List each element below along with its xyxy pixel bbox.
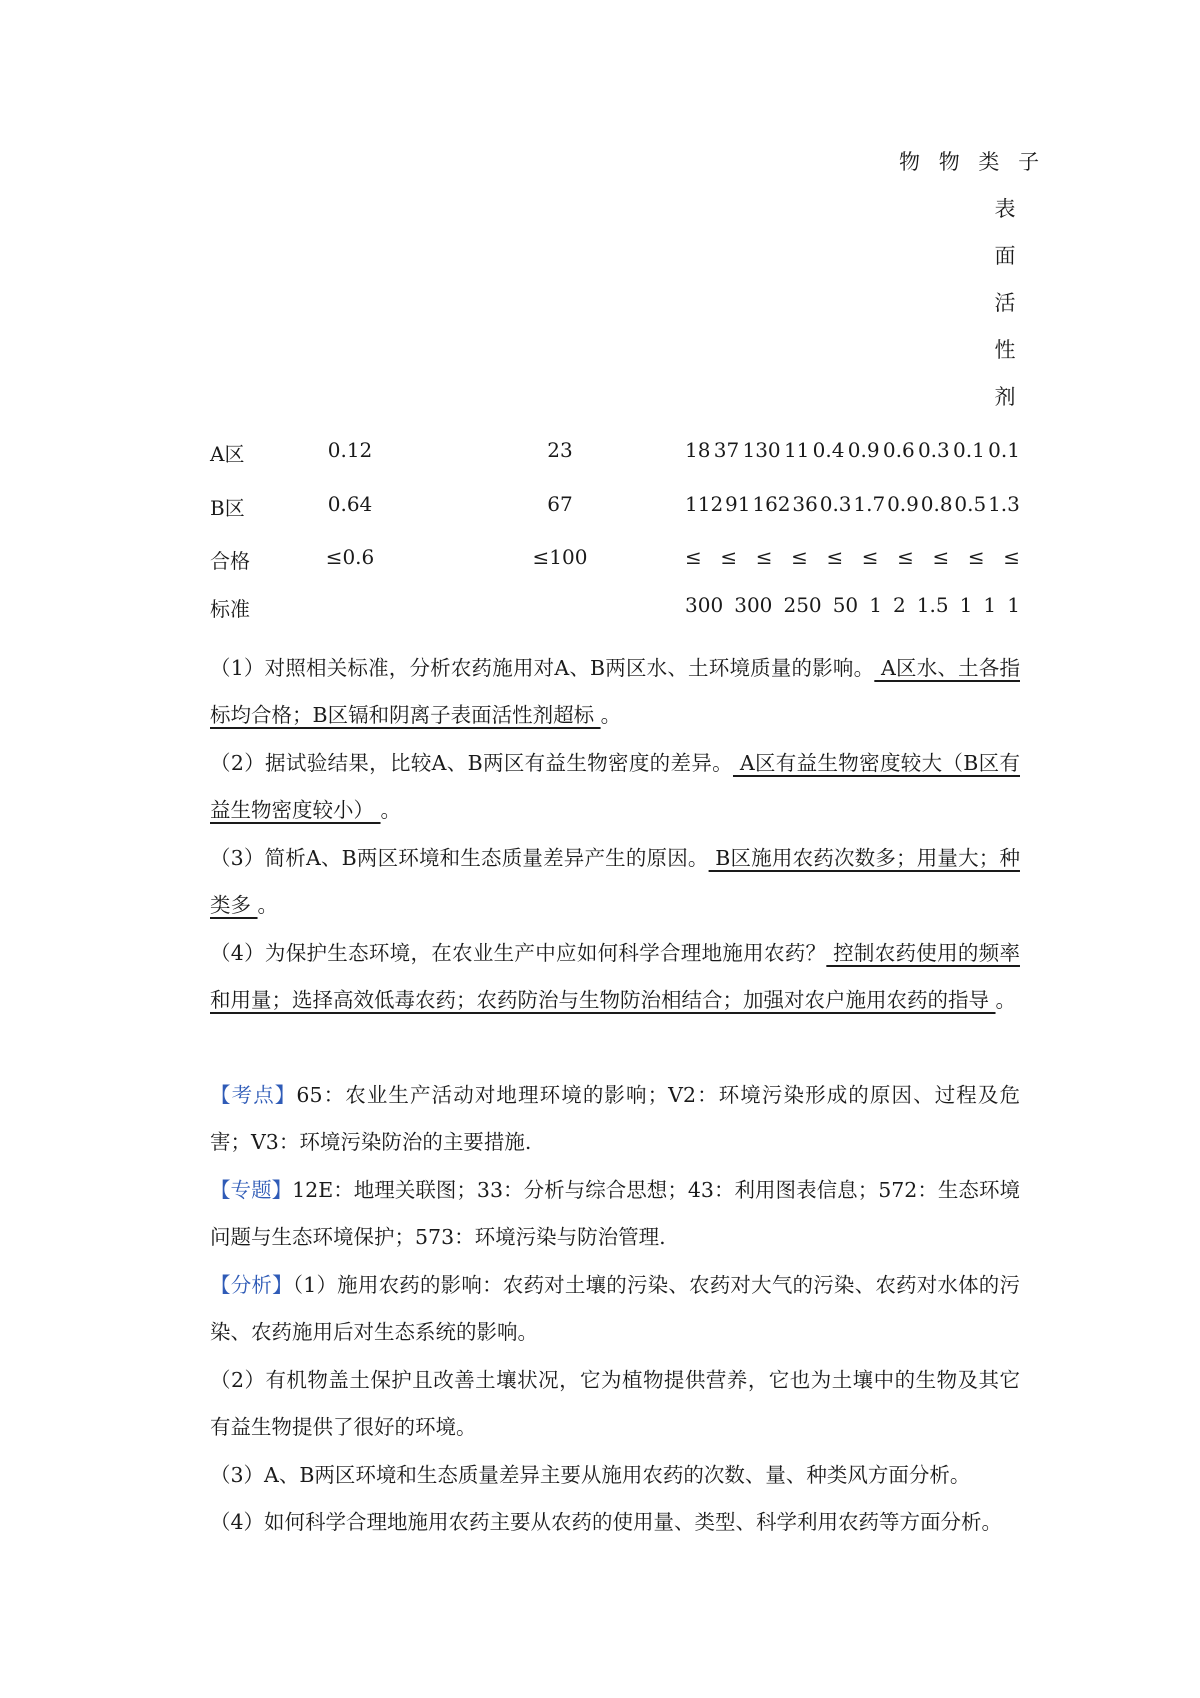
table-cell: 1 <box>1007 593 1020 617</box>
table-cell: ≤ <box>755 545 773 569</box>
table-cell: 1.5 <box>916 593 949 617</box>
vertical-header-char: 剂 <box>994 385 1016 409</box>
question-text: （3）简析A、B两区环境和生态质量差异产生的原因。 <box>210 846 709 870</box>
table-cell: 18 <box>685 438 711 462</box>
table-cell: 0.3 <box>819 492 852 516</box>
table-cell: ≤ <box>720 545 738 569</box>
table-cell: 0.12 <box>327 438 373 462</box>
table-cell: 162 <box>752 492 791 516</box>
table-cell: 0.1 <box>988 438 1020 462</box>
table-row <box>0 438 1200 468</box>
analysis-paragraph: （3）A、B两区环境和生态质量差异主要从施用农药的次数、量、种类风方面分析。 <box>210 1463 971 1487</box>
table-row <box>0 545 1200 575</box>
vertical-header-char: 面 <box>994 244 1016 268</box>
question-3 <box>210 835 1020 929</box>
header-char: 物 <box>899 150 920 174</box>
fenxi-tag: 【分析】 <box>210 1273 293 1297</box>
table-cell: 112 <box>685 492 724 516</box>
table-row <box>0 593 1200 623</box>
table-cell: 1 <box>983 593 997 617</box>
table-cell: ≤ <box>791 545 808 569</box>
answer-text: 控制农药使用的频率和用量；选择高效低毒农药；农药防治与生物防治相结合；加强对农户施用农药的指导 <box>210 941 1020 1012</box>
row-label: A区 <box>210 442 245 466</box>
table-cell: 1 <box>959 593 973 617</box>
answer-text: B区施用农药次数多；用量大；种类多 <box>210 846 1020 917</box>
header-char: 类 <box>978 150 1000 174</box>
header-char: 子 <box>1018 150 1040 174</box>
table-cell: ≤ <box>685 545 702 569</box>
table-cell: 300 <box>685 593 724 617</box>
punctuation: 。 <box>257 893 279 917</box>
table-cell: 0.9 <box>887 492 919 516</box>
table-cell: 1 <box>869 593 882 617</box>
table-cell: ≤0.6 <box>325 545 375 569</box>
vertical-header-char: 表 <box>994 197 1016 221</box>
question-1 <box>210 645 1020 739</box>
table-cell: 0.64 <box>327 492 373 516</box>
question-text: （4）为保护生态环境，在农业生产中应如何科学合理地施用农药？ <box>210 941 827 965</box>
table-cell: 250 <box>783 593 822 617</box>
table-cell: 1.7 <box>853 492 886 516</box>
table-cell: 300 <box>734 593 773 617</box>
kaodian-tag: 【考点】 <box>210 1083 297 1107</box>
vertical-header-char: 性 <box>994 338 1016 362</box>
punctuation: 。 <box>995 988 1017 1012</box>
table-cell: 0.8 <box>920 492 953 516</box>
analysis-paragraph: （4）如何科学合理地施用农药主要从农药的使用量、类型、科学利用农药等方面分析。 <box>210 1510 1003 1534</box>
fenxi-section <box>210 1262 1020 1356</box>
table-cell: ≤100 <box>532 545 588 569</box>
table-cell: 130 <box>742 438 781 462</box>
zhuanti-tag: 【专题】 <box>210 1178 293 1202</box>
table-cell: 0.5 <box>954 492 987 516</box>
punctuation: 。 <box>600 703 622 727</box>
value-cells <box>685 438 1020 462</box>
value-cells <box>685 593 1020 617</box>
answer-text: A区水、土各指标均合格；B区镉和阴离子表面活性剂超标 <box>210 656 1020 727</box>
table-header-fragment <box>893 146 1045 176</box>
analysis-paragraph: （2）有机物盖土保护且改善土壤状况，它为植物提供营养，它也为土壤中的生物及其它有益生物提供了很好的环境。 <box>210 1368 1020 1439</box>
table-cell: 37 <box>713 438 740 462</box>
row-label: 标准 <box>210 597 250 621</box>
value-cells <box>685 545 1020 569</box>
kaodian-section <box>210 1072 1020 1166</box>
header-char: 物 <box>938 150 960 174</box>
kaodian-text: 65：农业生产活动对地理环境的影响；V2：环境污染形成的原因、过程及危害；V3：环境污染防治的主要措施. <box>210 1083 1021 1154</box>
table-cell: ≤ <box>967 545 985 569</box>
table-cell: 91 <box>725 492 751 516</box>
table-row <box>0 492 1200 522</box>
table-cell: 67 <box>547 492 573 516</box>
table-cell: ≤ <box>1003 545 1020 569</box>
table-cell: ≤ <box>861 545 879 569</box>
question-text: （1）对照相关标准，分析农药施用对A、B两区水、土环境质量的影响。 <box>210 656 875 680</box>
table-cell: 11 <box>783 438 810 462</box>
table-cell: 23 <box>547 438 573 462</box>
row-label: B区 <box>210 496 245 520</box>
zhuanti-section <box>210 1167 1020 1261</box>
table-cell: 1.3 <box>988 492 1020 516</box>
question-2 <box>210 740 1020 834</box>
table-cell: 0.6 <box>882 438 915 462</box>
table-cell: 2 <box>892 593 906 617</box>
table-cell: 0.4 <box>812 438 845 462</box>
vertical-header-char: 活 <box>994 291 1016 315</box>
table-cell: 0.9 <box>847 438 880 462</box>
fenxi-text: （1）施用农药的影响：农药对土壤的污染、农药对大气的污染、农药对水体的污染、农药施用后对生态系统的影响。 <box>210 1273 1021 1344</box>
table-cell: 0.3 <box>917 438 950 462</box>
table-cell: ≤ <box>897 545 914 569</box>
value-cells <box>685 492 1020 516</box>
table-cell: 36 <box>792 492 818 516</box>
punctuation: 。 <box>380 798 402 822</box>
table-cell: 50 <box>832 593 859 617</box>
row-label: 合格 <box>210 549 250 573</box>
answer-text: A区有益生物密度较大（B区有益生物密度较小） <box>210 751 1020 822</box>
question-text: （2）据试验结果，比较A、B两区有益生物密度的差异。 <box>210 751 733 775</box>
table-cell: ≤ <box>932 545 950 569</box>
question-4 <box>210 930 1020 1024</box>
table-cell: 0.1 <box>953 438 985 462</box>
table-cell: ≤ <box>826 545 844 569</box>
zhuanti-text: 12E：地理关联图；33：分析与综合思想；43：利用图表信息；572：生态环境问题与生态环境保护；573：环境污染与防治管理. <box>210 1178 1020 1249</box>
